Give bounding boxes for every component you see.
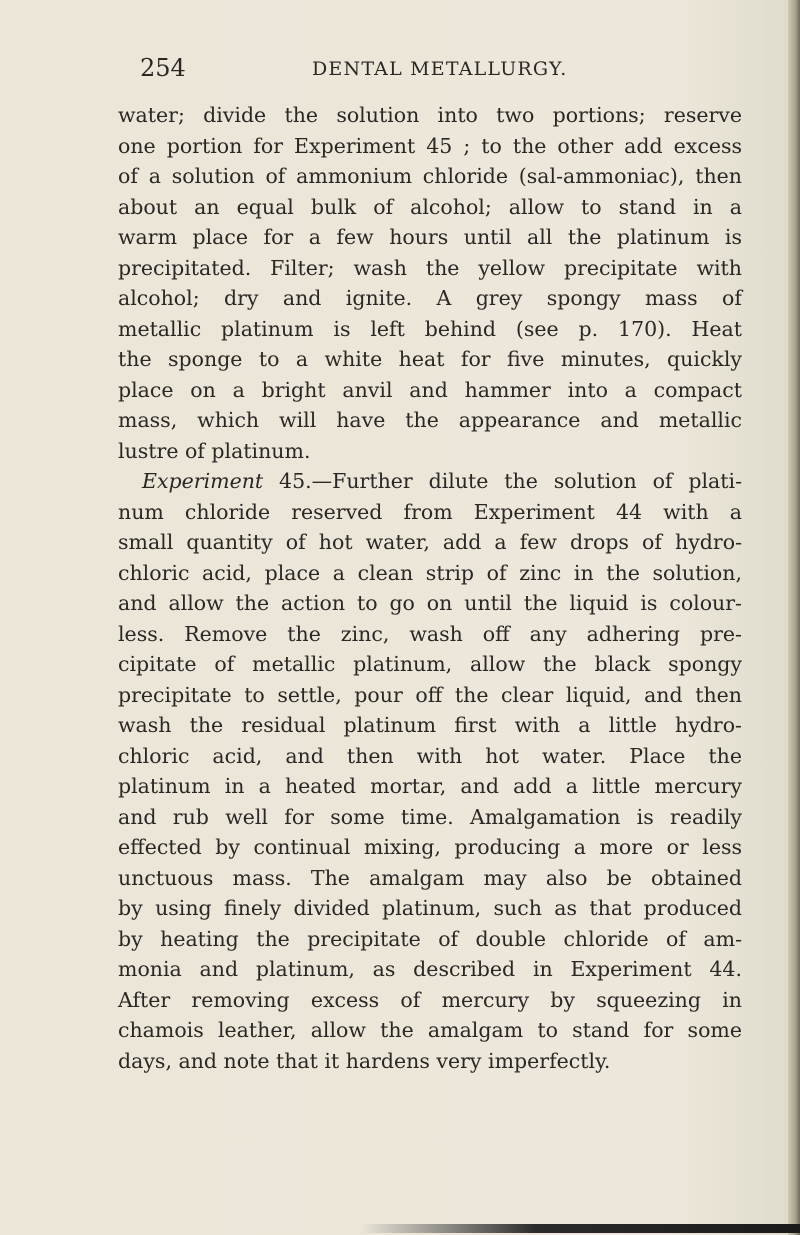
experiment-heading-rest: 45.—Further dilute the solution of plati- (263, 469, 742, 493)
text-line: chloric acid, and then with hot water. Place the (118, 743, 742, 768)
text-line: unctuous mass. The amalgam may also be obtained (118, 865, 742, 890)
text-line: of a solution of ammonium chloride (sal-ammoniac), then (118, 164, 742, 188)
text-line: and rub well for some time. Amalgamation is readily (118, 804, 742, 829)
text-line: one portion for Experiment 45 ; to the other add excess (118, 133, 742, 158)
text-line: less. Remove the zinc, wash off any adhering pre- (118, 621, 742, 646)
page-number: 254 (140, 54, 186, 82)
text-line: effected by continual mixing, producing a more or less (118, 835, 742, 859)
running-head (140, 56, 660, 84)
text-line: water; divide the solution into two portions; reserve (118, 103, 742, 127)
text-line: days, and note that it hardens very imperfectly. (118, 1048, 611, 1073)
paragraph-1 (118, 100, 742, 466)
text-line: mass, which will have the appearance and metallic (118, 408, 742, 432)
text-line: by using finely divided platinum, such as that produced (118, 896, 742, 920)
text-line: monia and platinum, as described in Experiment 44. (118, 957, 742, 981)
text-line: lustre of platinum. (118, 438, 311, 463)
text-line: After removing excess of mercury by squeezing in (118, 987, 742, 1012)
text-line: and allow the action to go on until the liquid is colour- (118, 591, 742, 615)
paragraph-2 (118, 466, 742, 1076)
text-line: small quantity of hot water, add a few drops of hydro- (118, 530, 742, 554)
text-line-experiment-heading (118, 466, 742, 497)
text-line: cipitate of metallic platinum, allow the black spongy (118, 652, 742, 676)
text-line: warm place for a few hours until all the platinum is (118, 225, 742, 249)
text-line: about an equal bulk of alcohol; allow to stand in a (118, 194, 742, 219)
text-line: precipitated. Filter; wash the yellow precipitate with (118, 255, 742, 280)
text-line: precipitate to settle, pour off the clear liquid, and then (118, 682, 742, 707)
experiment-heading: Experiment (142, 469, 264, 493)
text-line: the sponge to a white heat for five minutes, quickly (118, 347, 742, 371)
text-line: by heating the precipitate of double chloride of am- (118, 926, 742, 951)
bottom-edge-shadow (360, 1224, 800, 1233)
text-line: place on a bright anvil and hammer into a compact (118, 377, 742, 402)
page-edge-shadow (788, 0, 800, 1235)
body-text (118, 100, 742, 1076)
text-line: chamois leather, allow the amalgam to stand for some (118, 1018, 742, 1042)
text-line: metallic platinum is left behind (see p. 170). Heat (118, 316, 742, 341)
text-line: wash the residual platinum first with a little hydro- (118, 713, 742, 737)
text-line: chloric acid, place a clean strip of zinc in the solution, (118, 560, 742, 585)
running-title: DENTAL METALLURGY. (312, 58, 568, 80)
text-line: num chloride reserved from Experiment 44 with a (118, 499, 742, 524)
text-line: alcohol; dry and ignite. A grey spongy mass of (118, 286, 742, 310)
text-line: platinum in a heated mortar, and add a little mercury (118, 774, 742, 798)
